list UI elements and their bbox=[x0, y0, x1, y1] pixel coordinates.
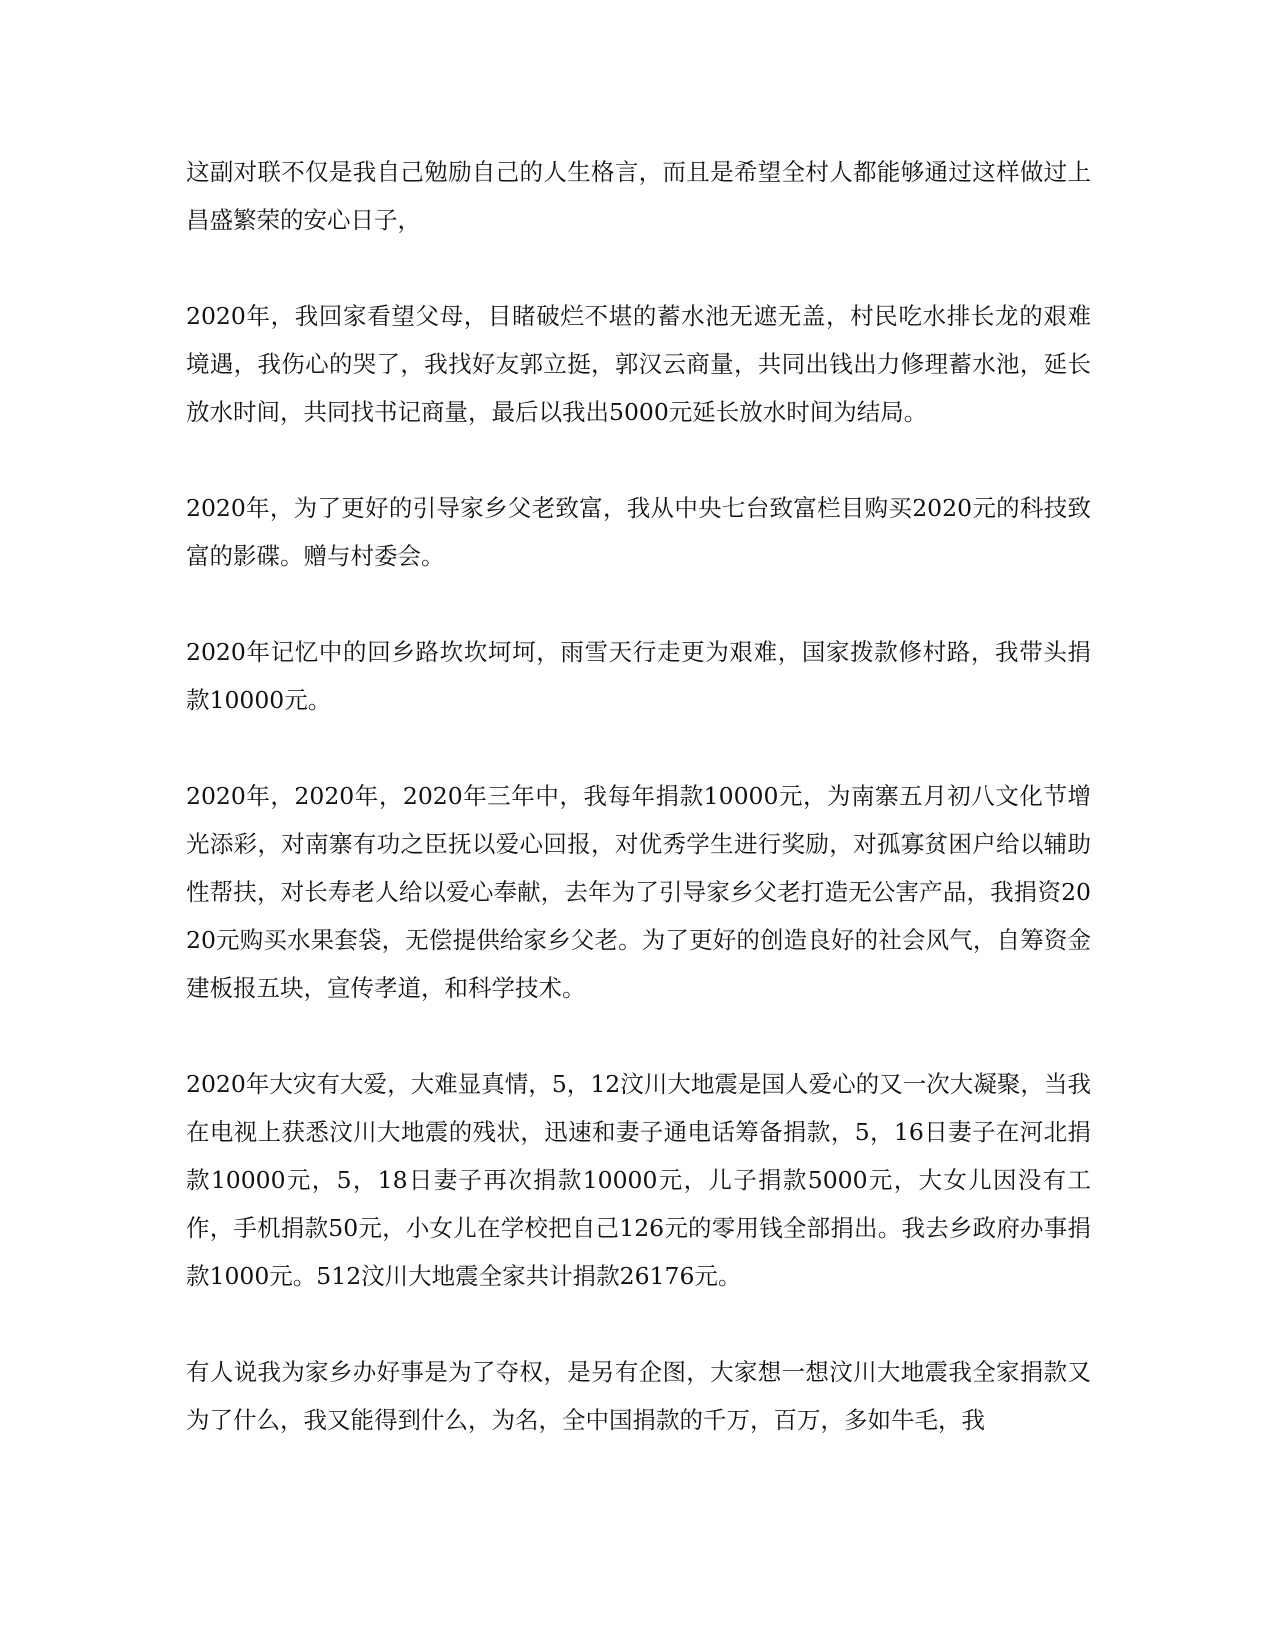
document-body bbox=[186, 148, 1091, 1492]
paragraph-3: 2020年，为了更好的引导家乡父老致富，我从中央七台致富栏目购买2020元的科技致富的影碟。赠与村委会。 bbox=[186, 494, 1091, 570]
paragraph-4: 2020年记忆中的回乡路坎坎坷坷，雨雪天行走更为艰难，国家拨款修村路，我带头捐款10000元。 bbox=[186, 638, 1091, 714]
paragraph-2: 2020年，我回家看望父母，目睹破烂不堪的蓄水池无遮无盖，村民吃水排长龙的艰难境遇，我伤心的哭了，我找好友郭立挺，郭汉云商量，共同出钱出力修理蓄水池，延长放水时间，共同找书记商量，最后以我出5000元延长放水时间为结局。 bbox=[186, 302, 1091, 426]
paragraph-5: 2020年，2020年，2020年三年中，我每年捐款10000元，为南寨五月初八文化节增光添彩，对南寨有功之臣抚以爱心回报，对优秀学生进行奖励，对孤寡贫困户给以辅助性帮扶，对长寿老人给以爱心奉献，去年为了引导家乡父老打造无公害产品，我捐资2020元购买水果套袋，无偿提供给家乡父老。为了更好的创造良好的社会风气，自筹资金建板报五块，宣传孝道，和科学技术。 bbox=[186, 782, 1091, 1002]
paragraph-1: 这副对联不仅是我自己勉励自己的人生格言，而且是希望全村人都能够通过这样做过上昌盛繁荣的安心日子， bbox=[186, 158, 1091, 234]
paragraph-7: 有人说我为家乡办好事是为了夺权，是另有企图，大家想一想汶川大地震我全家捐款又为了什么，我又能得到什么，为名，全中国捐款的千万，百万，多如牛毛，我 bbox=[186, 1358, 1091, 1434]
paragraph-6: 2020年大灾有大爱，大难显真情，5，12汶川大地震是国人爱心的又一次大凝聚，当我在电视上获悉汶川大地震的残状，迅速和妻子通电话筹备捐款，5，16日妻子在河北捐款10000元，5，18日妻子再次捐款10000元，儿子捐款5000元，大女儿因没有工作，手机捐款50元，小女儿在学校把自己126元的零用钱全部捐出。我去乡政府办事捐款1000元。512汶川大地震全家共计捐款26176元。 bbox=[186, 1070, 1091, 1290]
